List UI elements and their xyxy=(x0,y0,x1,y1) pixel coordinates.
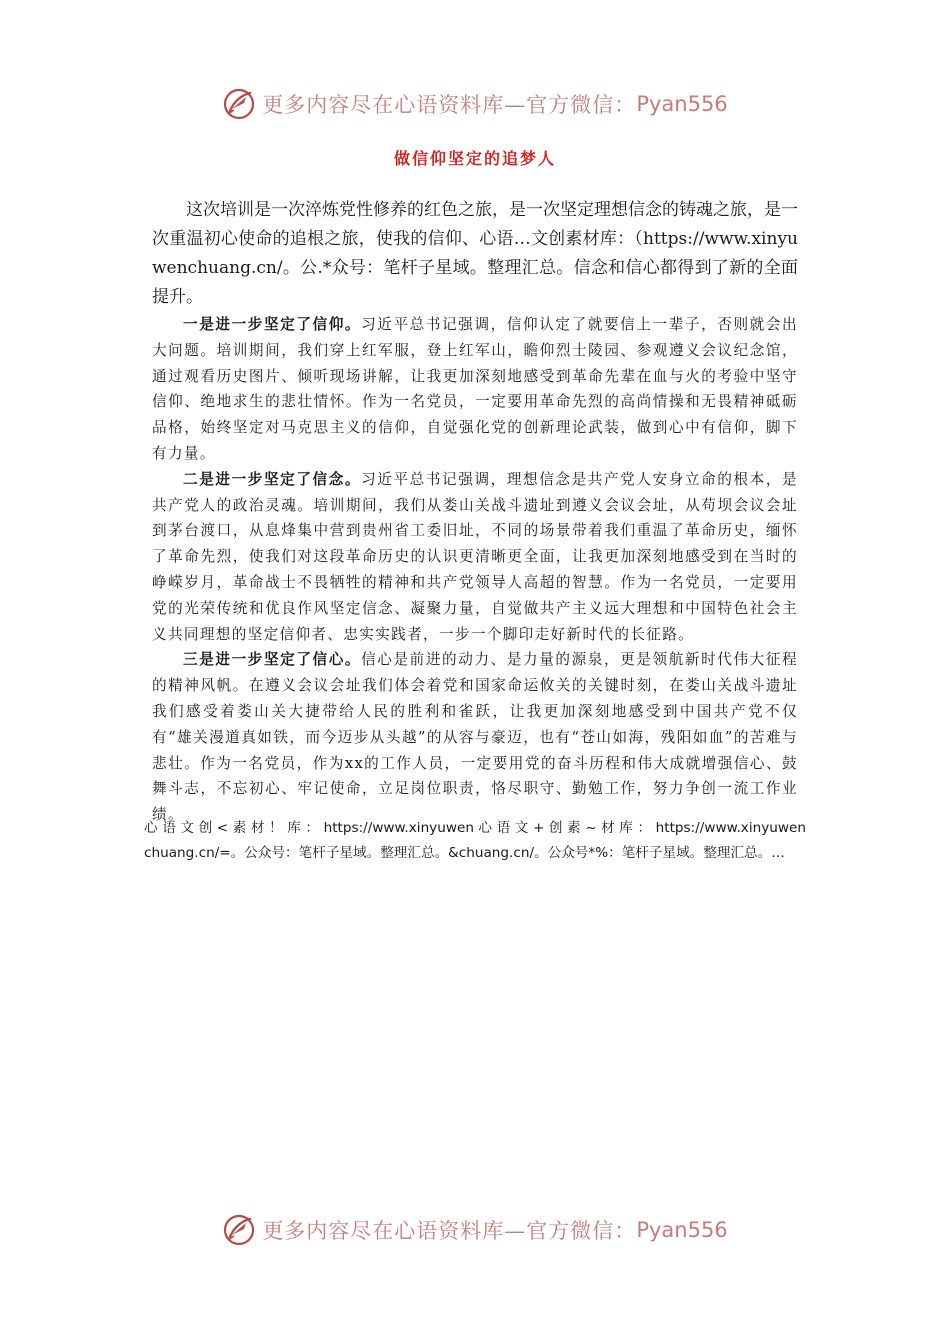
paragraph-lead: 三是进一步坚定了信心。 xyxy=(183,651,362,669)
pen-logo-icon xyxy=(222,1213,256,1247)
paragraph-body: 习近平总书记强调，理想信念是共产党人安身立命的根本，是共产党人的政治灵魂。培训期间，我们从娄山关战斗遗址到遵义会议会址，从苟坝会议会址到茅台渡口，从息烽集中营到贵州省工委旧址，不同的场景带着我们重温了革命历史，缅怀了革命先烈，使我们对这段革命历史的认识更清晰更全面，让我更加深刻地感受到在当时的峥嵘岁月，革命战士不畏牺牲的精神和共产党领导人高超的智慧。作为一名党员，一定要用党的光荣传统和优良作风坚定信念、凝聚力量，自觉做共产主义远大理想和中国特色社会主义共同理想的坚定信仰者、忠实实践者，一步一个脚印走好新时代的长征路。 xyxy=(152,470,799,643)
watermark-text: 更多内容尽在心语资料库—官方微信： xyxy=(262,93,637,117)
header-watermark xyxy=(0,82,950,126)
footer-source-text: 心 语 文 创 < 素 材 ！ 库 ： https://www.xinyuwen 心 语 文 + 创 素 ~ 材 库 ： https://www.xinyuwenchuang.cn/=。公众号：笔杆子星域。整理汇总。&chuang.cn/。公众号*%：笔杆子星域。整理汇总。… xyxy=(144,820,806,861)
watermark-wechat-id: Pyan556 xyxy=(636,1218,728,1242)
document-body xyxy=(152,196,798,828)
paragraph-faith xyxy=(152,312,798,467)
paragraph-lead: 一是进一步坚定了信仰。 xyxy=(183,316,362,333)
document-title: 做信仰坚定的追梦人 xyxy=(393,149,556,168)
paragraph-belief xyxy=(152,467,798,648)
paragraph-body: 信心是前进的动力、是力量的源泉，更是领航新时代伟大征程的精神风帆。在遵义会议会址我们体会着党和国家命运攸关的关键时刻，在娄山关战斗遗址我们感受着娄山关大捷带给人民的胜利和雀跃，让我更加深刻地感受到中国共产党不仅有“雄关漫道真如铁，而今迈步从头越”的从容与豪迈，也有“苍山如海，残阳如血”的苦难与悲壮。作为一名党员，作为xx的工作人员，一定要用党的奋斗历程和伟大成就增强信心、鼓舞斗志，不忘初心、牢记使命，立足岗位职责，恪尽职守、勤勉工作，努力争创一流工作业绩。 xyxy=(152,651,799,824)
paragraph-lead: 二是进一步坚定了信念。 xyxy=(183,470,362,488)
footer-watermark xyxy=(0,1208,950,1252)
paragraph-confidence xyxy=(152,647,798,828)
paragraph-body: 习近平总书记强调，信仰认定了就要信上一辈子，否则就会出大问题。培训期间，我们穿上红军服，登上红军山，瞻仰烈士陵园、参观遵义会议纪念馆，通过观看历史图片、倾听现场讲解，让我更加深刻地感受到革命先辈在血与火的考验中坚守信仰、绝地求生的悲壮情怀。作为一名党员，一定要用革命先烈的高尚情操和无畏精神砥砺品格，始终坚定对马克思主义的信仰，自觉强化党的创新理论武装，做到心中有信仰，脚下有力量。 xyxy=(152,316,799,462)
pen-logo-icon xyxy=(222,87,256,121)
watermark-text: 更多内容尽在心语资料库—官方微信： xyxy=(262,1219,637,1243)
watermark-wechat-id: Pyan556 xyxy=(636,92,728,116)
intro-paragraph: 这次培训是一次淬炼党性修养的红色之旅，是一次坚定理想信念的铸魂之旅，是一次重温初心使命的追根之旅，使我的信仰、心语…文创素材库：（https://www.xinyuwenchuang.cn/。公.*众号：笔杆子星域。整理汇总。信念和信心都得到了新的全面提升。 xyxy=(152,200,798,307)
